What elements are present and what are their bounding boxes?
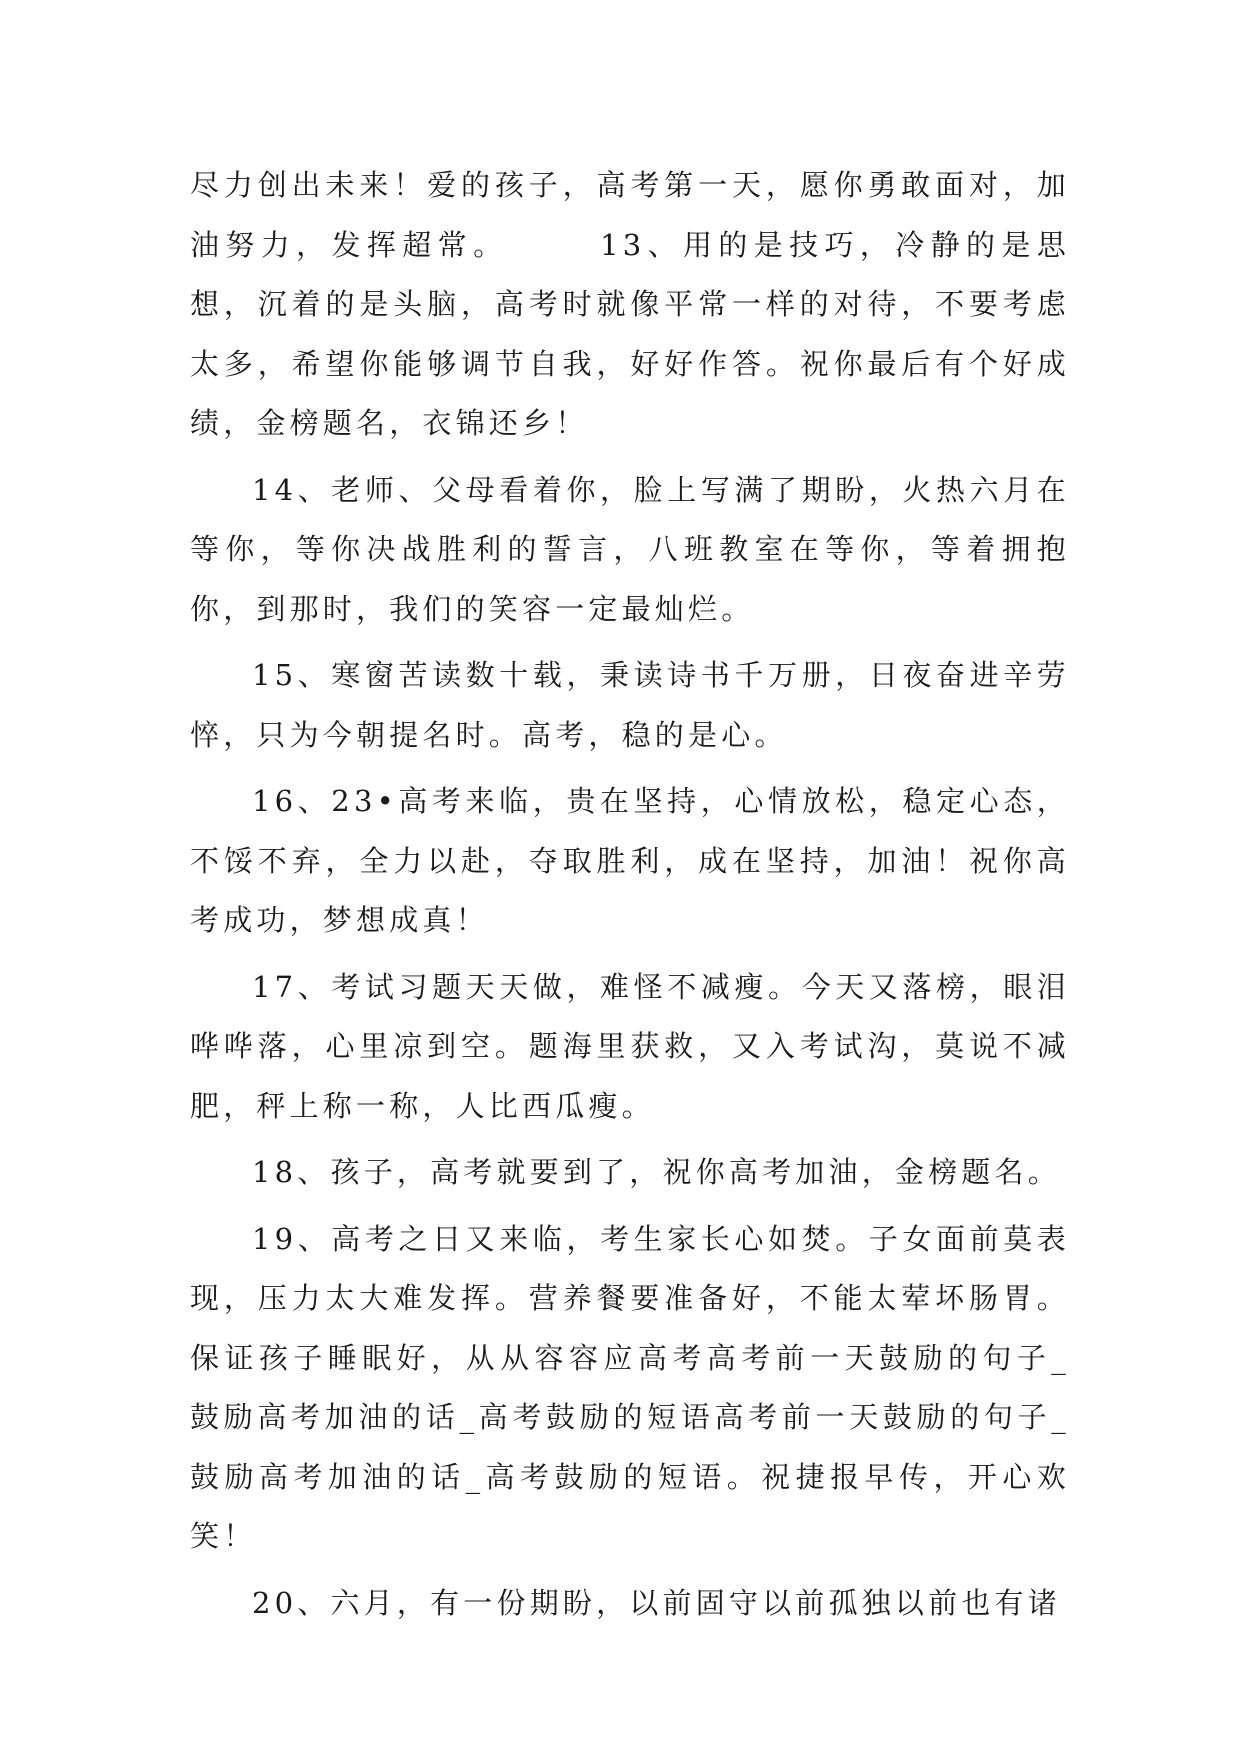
paragraph-18: 18、孩子，高考就要到了，祝你高考加油，金榜题名。 xyxy=(252,1155,1061,1189)
document-body xyxy=(190,156,1070,1633)
paragraph-15: 15、寒窗苦读数十载，秉读诗书千万册，日夜奋进辛劳悴，只为今朝提名时。高考，稳的是心。 xyxy=(190,658,1070,752)
paragraph-19: 19、高考之日又来临，考生家长心如焚。子女面前莫表现，压力太大难发挥。营养餐要准备好，不能太荤坏肠胃。保证孩子睡眠好，从从容容应高考高考前一天鼓励的句子_鼓励高考加油的话_高考鼓励的短语高考前一天鼓励的句子_鼓励高考加油的话_高考鼓励的短语。祝捷报早传，开心欢笑！ xyxy=(190,1221,1070,1553)
paragraph-16: 16、23•高考来临，贵在坚持，心情放松，稳定心态，不馁不弃，全力以赴，夺取胜利，成在坚持，加油！祝你高考成功，梦想成真！ xyxy=(190,784,1070,937)
paragraph-13-continued: 尽力创出未来！爱的孩子，高考第一天，愿你勇敢面对，加油努力，发挥超常。 13、用的是技巧，冷静的是思想，沉着的是头脑，高考时就像平常一样的对待，不要考虑太多，希望你能够调节自我，好好作答。祝你最后有个好成绩，金榜题名，衣锦还乡！ xyxy=(190,168,1070,440)
paragraph-14: 14、老师、父母看着你，脸上写满了期盼，火热六月在等你，等你决战胜利的誓言，八班教室在等你，等着拥抱你，到那时，我们的笑容一定最灿烂。 xyxy=(190,472,1070,626)
paragraph-20: 20、六月，有一份期盼，以前固守以前孤独以前也有诸 xyxy=(252,1585,1061,1620)
paragraph-17: 17、考试习题天天做，难怪不减瘦。今天又落榜，眼泪哗哗落，心里凉到空。题海里获救，又入考试沟，莫说不减肥，秤上称一称，人比西瓜瘦。 xyxy=(190,969,1070,1123)
